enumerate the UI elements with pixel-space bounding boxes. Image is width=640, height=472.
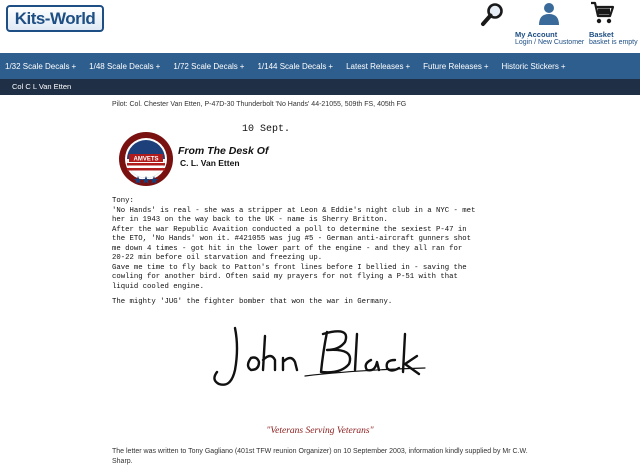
cart-icon[interactable]	[589, 1, 615, 25]
nav-item-future-releases[interactable]	[423, 62, 488, 71]
user-icon[interactable]	[537, 1, 561, 25]
nav-item-latest-releases[interactable]	[346, 62, 410, 71]
amvets-seal-icon	[116, 130, 176, 188]
letter-line: the ETO, 'No Hands' won it. #421055 was jug #5 - German anti-aircraft gunners shot	[112, 235, 472, 243]
letter-line: me down 4 times - got hit in the lower part of the engine - and they all ran for	[112, 244, 463, 253]
nav-label: 1/144 Scale Decals	[257, 61, 327, 71]
letter-line: 20-22 min before oil starvation and freezing up.	[112, 254, 323, 262]
letter-line: cowling for another bird. Often said my prayers for not flying a P-51 with that	[112, 273, 458, 281]
letter-line: After the war Republic Avaition conducted a poll to determine the sexiest P-47 in	[112, 225, 467, 234]
expand-symbol: +	[71, 61, 77, 71]
nav-item-1-48-scale[interactable]	[89, 62, 160, 71]
handwritten-signature	[205, 318, 440, 398]
seal-banner: AMVETS	[133, 156, 159, 163]
letter-date: 10 Sept.	[242, 124, 291, 135]
breadcrumb-current: Col C L Van Etten	[12, 82, 72, 91]
breadcrumb	[0, 79, 640, 95]
expand-symbol: +	[239, 61, 245, 71]
letter-line: Gave me time to fly back to Patton's front lines before I bellied in - saving the	[112, 263, 467, 272]
main-nav	[0, 53, 640, 79]
footnote: The letter was written to Tony Gagliano (401st TFW reunion Organizer) on 10 September 2003, information kindly supplied by Mr C.W. Sharp.	[112, 448, 528, 465]
site-header	[0, 0, 640, 52]
letter-closing: The mighty 'JUG' the fighter bomber that won the war in Germany.	[112, 298, 393, 306]
nav-item-1-32-scale[interactable]	[5, 62, 76, 71]
expand-symbol: +	[405, 61, 411, 71]
nav-label: Latest Releases	[346, 61, 404, 71]
basket-title: Basket	[589, 30, 614, 39]
nav-item-1-72-scale[interactable]	[173, 62, 244, 71]
nav-item-1-144-scale[interactable]	[257, 62, 333, 71]
my-account-link[interactable]	[515, 30, 584, 46]
magnifier-icon[interactable]	[480, 2, 506, 28]
nav-label: 1/48 Scale Decals	[89, 61, 154, 71]
expand-symbol: +	[483, 61, 489, 71]
expand-symbol: +	[560, 61, 566, 71]
letter-body	[112, 197, 522, 308]
nav-label: Future Releases	[423, 61, 482, 71]
basket-link[interactable]	[589, 30, 638, 46]
pilot-caption: Pilot: Col. Chester Van Etten, P-47D-30 Thunderbolt 'No Hands' 44-21055, 509th FS, 405th FG	[112, 101, 407, 108]
nav-item-historic-stickers[interactable]	[502, 62, 566, 71]
letter-line: 'No Hands' is real - she was a stripper at Leon & Eddie's night club in a NYC - met	[112, 206, 476, 215]
letter-line: Tony:	[112, 197, 134, 205]
letter-line: her in 1943 on the way back to the UK - name is Sherry Britton.	[112, 216, 388, 224]
nav-label: 1/72 Scale Decals	[173, 61, 238, 71]
nav-label: 1/32 Scale Decals	[5, 61, 70, 71]
nav-label: Historic Stickers	[501, 61, 559, 71]
logo-text: Kits-World	[14, 8, 96, 28]
expand-symbol: +	[328, 61, 334, 71]
basket-status: basket is empty	[589, 39, 638, 46]
account-title: My Account	[515, 30, 558, 39]
account-subtitle: Login / New Customer	[515, 39, 585, 46]
letterhead-title: From The Desk Of	[178, 145, 269, 157]
letterhead-name: C. L. Van Etten	[180, 158, 240, 168]
site-logo[interactable]	[6, 5, 104, 32]
expand-symbol: +	[155, 61, 161, 71]
letter-line: liquid cooled engine.	[112, 282, 204, 291]
motto: "Veterans Serving Veterans"	[266, 426, 374, 436]
